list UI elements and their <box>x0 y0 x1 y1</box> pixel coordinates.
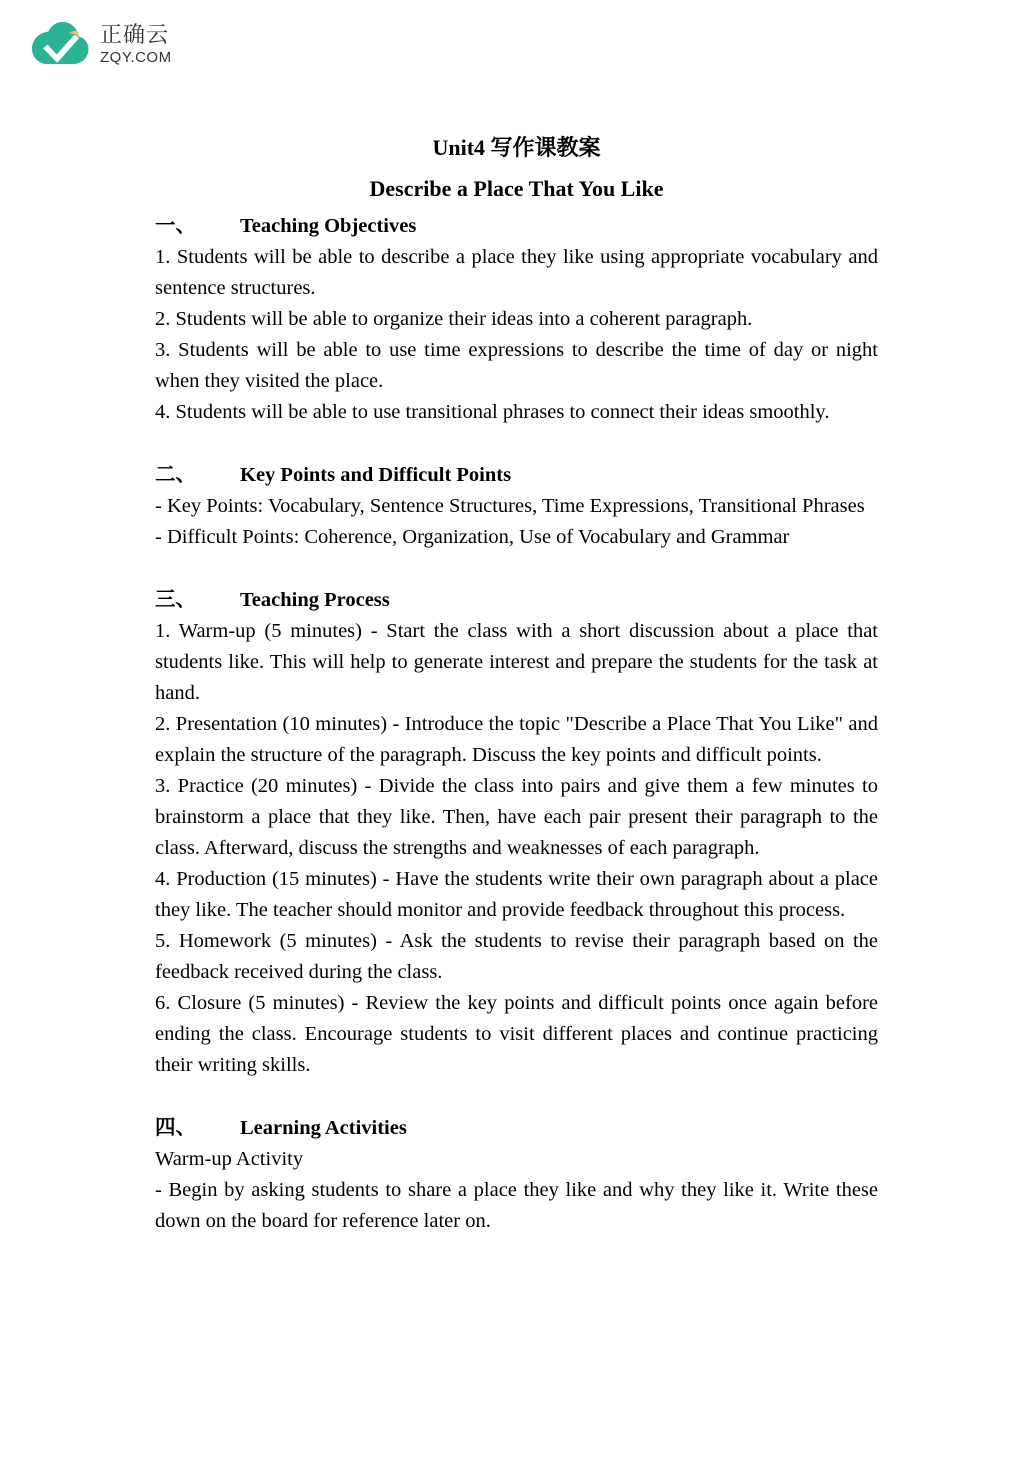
paragraph: Warm-up Activity <box>155 1148 304 1170</box>
paragraph: - Key Points: Vocabulary, Sentence Structures, Time Expressions, Transitional Phrases <box>155 495 865 517</box>
section-teaching-process <box>155 584 878 1081</box>
zqy-cloud-check-logo-icon <box>30 17 92 73</box>
section-heading <box>155 1112 878 1144</box>
section-number: 四、 <box>155 1115 196 1139</box>
paragraph: 4. Production (15 minutes) - Have the students write their own paragraph about a place they like. The teacher should monitor and provide feedback throughout this process. <box>155 868 878 921</box>
section-heading-label: Teaching Objectives <box>240 215 417 237</box>
section-heading <box>155 210 878 242</box>
logo-wordmark <box>100 25 172 65</box>
paragraph: - Difficult Points: Coherence, Organization, Use of Vocabulary and Grammar <box>155 526 790 548</box>
page-subtitle: Describe a Place That You Like <box>369 176 664 201</box>
paragraph: 2. Presentation (10 minutes) - Introduce the topic "Describe a Place That You Like" and explain the structure of the paragraph. Discuss the key points and difficult points. <box>155 713 878 766</box>
section-spacer <box>155 1081 878 1112</box>
section-number: 二、 <box>155 462 196 486</box>
section-spacer <box>155 553 878 584</box>
section-learning-activities <box>155 1112 878 1237</box>
section-spacer <box>155 428 878 459</box>
paragraph: 3. Practice (20 minutes) - Divide the class into pairs and give them a few minutes to brainstorm a place that they like. Then, have each pair present their paragraph to the class. Afterward, discuss the strengths and weaknesses of each paragraph. <box>155 775 878 859</box>
section-heading-label: Learning Activities <box>240 1117 407 1139</box>
section-teaching-objectives <box>155 210 878 428</box>
section-number: 一、 <box>155 213 196 237</box>
page-title: Unit4 写作课教案 <box>432 135 601 160</box>
section-heading-label: Teaching Process <box>240 589 390 611</box>
logo-domain-text: ZQY.COM <box>100 49 172 66</box>
section-number: 三、 <box>155 587 196 611</box>
paragraph: 1. Warm-up (5 minutes) - Start the class with a short discussion about a place that students like. This will help to generate interest and prepare the students for the task at hand. <box>155 620 878 704</box>
site-logo-header <box>30 14 172 76</box>
paragraph: 6. Closure (5 minutes) - Review the key points and difficult points once again before ending the class. Encourage students to visit different places and continue practicing their writing skills. <box>155 992 878 1076</box>
paragraph: - Begin by asking students to share a place they like and why they like it. Write these down on the board for reference later on. <box>155 1179 878 1232</box>
section-heading <box>155 459 878 491</box>
paragraph: 5. Homework (5 minutes) - Ask the students to revise their paragraph based on the feedback received during the class. <box>155 930 878 983</box>
section-key-points-and-difficult-points <box>155 459 878 553</box>
paragraph: 2. Students will be able to organize their ideas into a coherent paragraph. <box>155 308 753 330</box>
section-heading-label: Key Points and Difficult Points <box>240 464 512 486</box>
paragraph: 1. Students will be able to describe a place they like using appropriate vocabulary and sentence structures. <box>155 246 878 299</box>
paragraph: 3. Students will be able to use time expressions to describe the time of day or night when they visited the place. <box>155 339 878 392</box>
logo-chinese-name: 正确云 <box>100 23 170 48</box>
document-body <box>155 132 878 1237</box>
paragraph: 4. Students will be able to use transitional phrases to connect their ideas smoothly. <box>155 401 830 423</box>
section-heading <box>155 584 878 616</box>
